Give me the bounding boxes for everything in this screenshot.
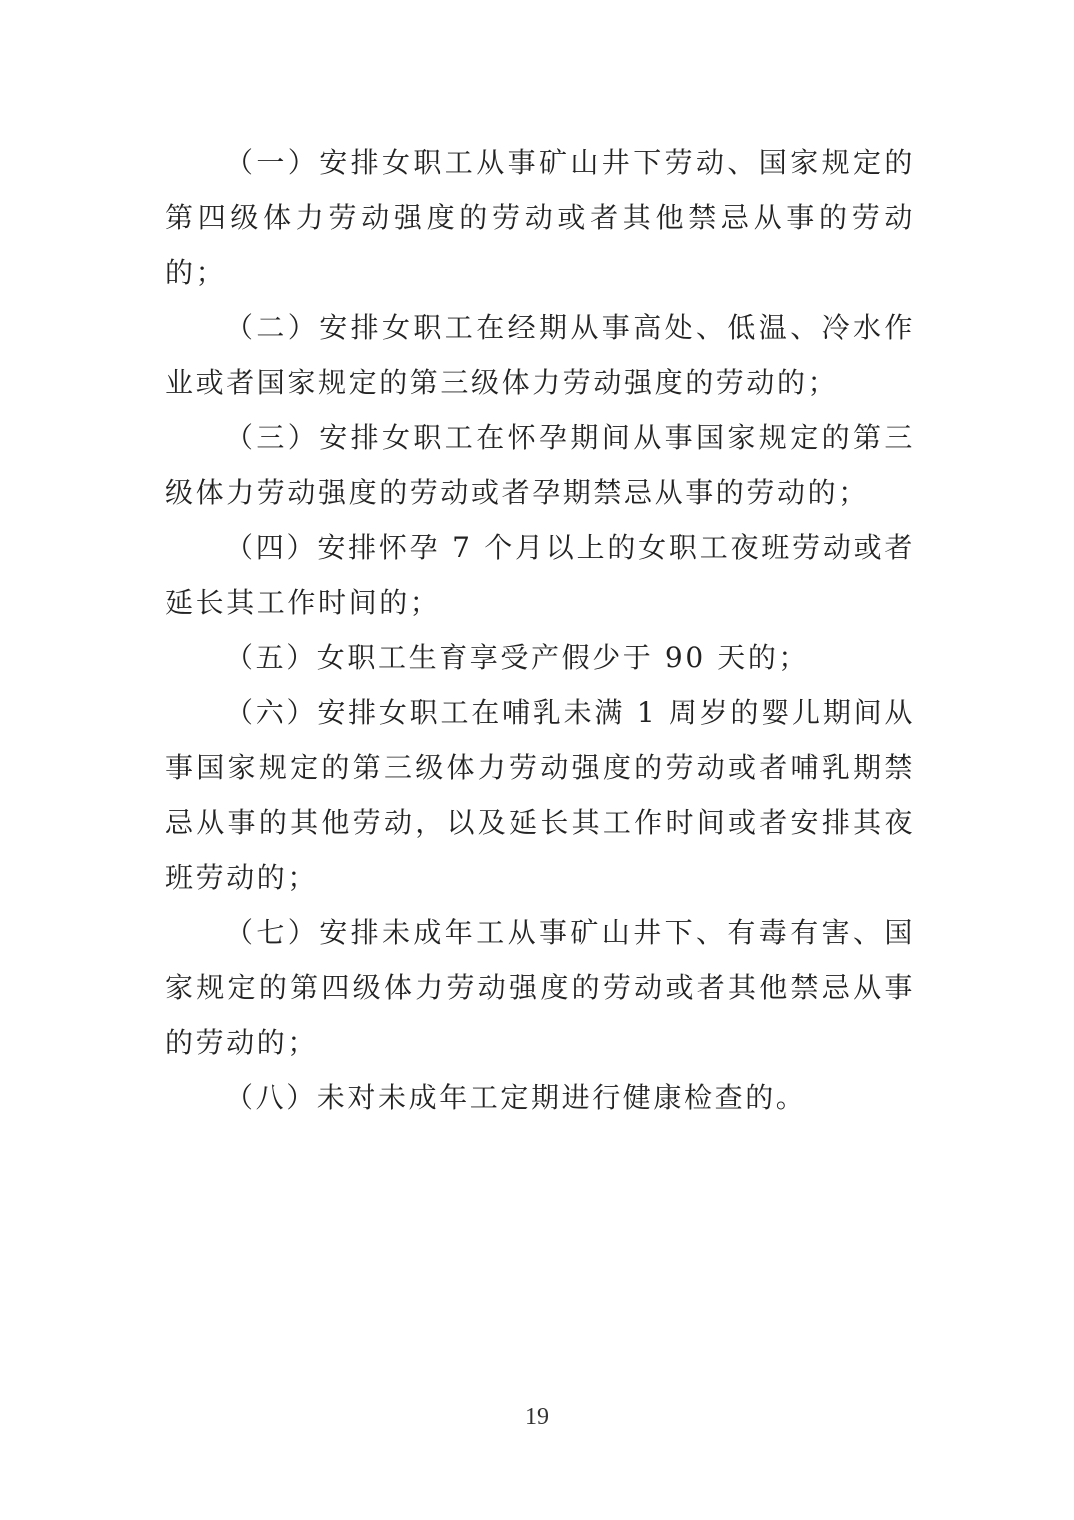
clause-8: （八）未对未成年工定期进行健康检查的。 <box>225 1081 807 1114</box>
body-text <box>165 135 915 1125</box>
clause-5: （五）女职工生育享受产假少于 90 天的； <box>225 641 810 674</box>
clause-2: （二）安排女职工在经期从事高处、低温、冷水作业或者国家规定的第三级体力劳动强度的劳动的； <box>165 311 915 399</box>
clause-4: （四）安排怀孕 7 个月以上的女职工夜班劳动或者延长其工作时间的； <box>165 531 915 619</box>
clause-6: （六）安排女职工在哺乳未满 1 周岁的婴儿期间从事国家规定的第三级体力劳动强度的劳动或者哺乳期禁忌从事的其他劳动，以及延长其工作时间或者安排其夜班劳动的； <box>165 696 915 894</box>
clause-1: （一）安排女职工从事矿山井下劳动、国家规定的第四级体力劳动强度的劳动或者其他禁忌从事的劳动的； <box>165 146 915 289</box>
clause-3: （三）安排女职工在怀孕期间从事国家规定的第三级体力劳动强度的劳动或者孕期禁忌从事的劳动的； <box>165 421 915 509</box>
clause-7: （七）安排未成年工从事矿山井下、有毒有害、国家规定的第四级体力劳动强度的劳动或者其他禁忌从事的劳动的； <box>165 916 915 1059</box>
page-number: 19 <box>525 1404 549 1430</box>
